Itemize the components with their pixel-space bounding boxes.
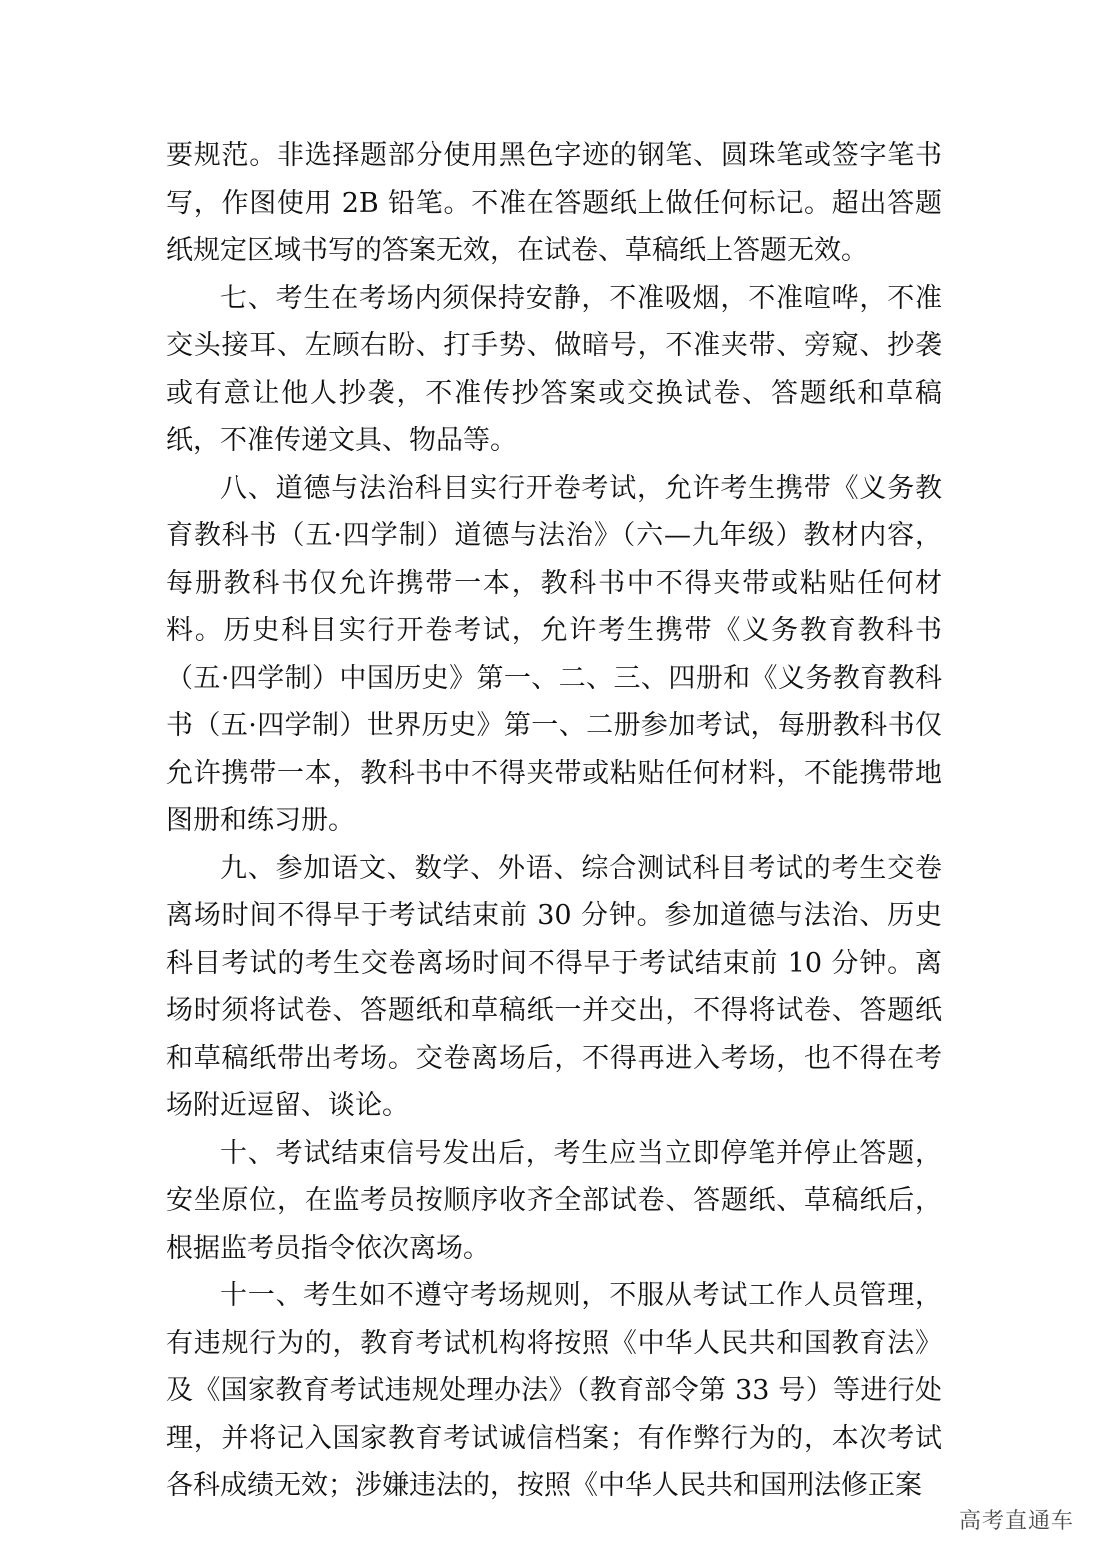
- document-body: [166, 132, 942, 1510]
- paragraph-rule-7: 七、考生在考场内须保持安静，不准吸烟，不准喧哗，不准交头接耳、左顾右盼、打手势、做暗号，不准夹带、旁窥、抄袭或有意让他人抄袭，不准传抄答案或交换试卷、答题纸和草稿纸，不准传递文具、物品等。: [166, 282, 942, 456]
- source-watermark: 高考直通车: [958, 1509, 1074, 1534]
- paragraph-continuation: 要规范。非选择题部分使用黑色字迹的钢笔、圆珠笔或签字笔书写，作图使用 2B 铅笔。不准在答题纸上做任何标记。超出答题纸规定区域书写的答案无效，在试卷、草稿纸上答题无效。: [166, 140, 942, 266]
- paragraph-rule-11: 十一、考生如不遵守考场规则，不服从考试工作人员管理，有违规行为的，教育考试机构将按照《中华人民共和国教育法》及《国家教育考试违规处理办法》（教育部令第 33 号）等进行处理，并将记入国家教育考试诚信档案；有作弊行为的，本次考试各科成绩无效；涉嫌违法的，按照《中华人民共和国刑法修正案: [166, 1280, 942, 1501]
- paragraph-rule-9: 九、参加语文、数学、外语、综合测试科目考试的考生交卷离场时间不得早于考试结束前 30 分钟。参加道德与法治、历史科目考试的考生交卷离场时间不得早于考试结束前 10 分钟。离场时须将试卷、答题纸和草稿纸一并交出，不得将试卷、答题纸和草稿纸带出考场。交卷离场后，不得再进入考场，也不得在考场附近逗留、谈论。: [166, 852, 942, 1121]
- paragraph-rule-8: 八、道德与法治科目实行开卷考试，允许考生携带《义务教育教科书（五·四学制）道德与法治》（六—九年级）教材内容，每册教科书仅允许携带一本，教科书中不得夹带或粘贴任何材料。历史科目实行开卷考试，允许考生携带《义务教育教科书（五·四学制）中国历史》第一、二、三、四册和《义务教育教科书（五·四学制）世界历史》第一、二册参加考试，每册教科书仅允许携带一本，教科书中不得夹带或粘贴任何材料，不能携带地图册和练习册。: [166, 472, 942, 836]
- paragraph-rule-10: 十、考试结束信号发出后，考生应当立即停笔并停止答题，安坐原位，在监考员按顺序收齐全部试卷、答题纸、草稿纸后，根据监考员指令依次离场。: [166, 1137, 942, 1264]
